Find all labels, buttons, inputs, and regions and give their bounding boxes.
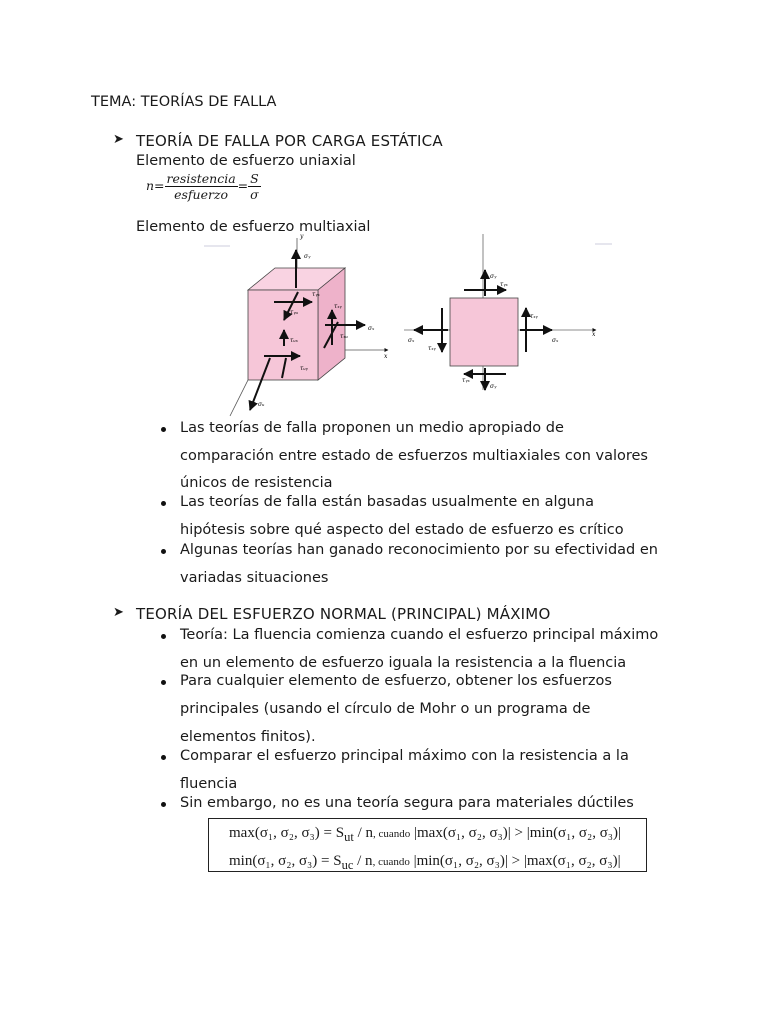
label-cube-t2: τᵧᵤ — [290, 309, 298, 316]
eq2-cond: |min(σ₁, σ₂, σ₃)| > |max(σ₁, σ₂, σ₃)| — [413, 853, 621, 869]
label-sq-bot: σᵧ — [490, 383, 497, 390]
formula-num2: S — [250, 171, 259, 186]
eq1-func: max(σ₁, σ₂, σ₃) = S — [229, 825, 345, 841]
label-sq-txy: τₓᵧ — [530, 313, 538, 320]
label-cube-t3: τₓᵧ — [334, 303, 342, 310]
eq2-cuando: , cuando — [372, 856, 410, 868]
plane-stress-element — [404, 234, 596, 390]
equation-max — [229, 821, 646, 849]
stress-cube — [230, 233, 388, 416]
label-cube-t4: τₓᵤ — [340, 333, 348, 340]
eq2-func: min(σ₁, σ₂, σ₃) = S — [229, 853, 342, 869]
formula-den1: esfuerzo — [174, 187, 229, 202]
label-cube-bottom: σᵤ — [258, 401, 265, 408]
eq1-sub: ut — [344, 830, 354, 844]
eq1-tail: / n — [353, 825, 373, 841]
label-sq-left: σₓ — [408, 337, 415, 344]
label-cube-t5: τᵤₓ — [290, 337, 298, 344]
equation-box — [208, 818, 647, 872]
stress-element-figure — [200, 230, 620, 420]
label-axis-y: y — [300, 233, 304, 240]
eq2-tail: / n — [353, 853, 373, 869]
formula-den2: σ — [250, 187, 259, 202]
uniaxial-label: Elemento de esfuerzo uniaxial — [136, 153, 356, 169]
label-axis-x-2d: x — [592, 331, 596, 338]
s1-b2-l2: hipótesis sobre qué aspecto del estado de esfuerzo es crítico — [180, 522, 624, 538]
arrow-bullet-icon: ➤ — [113, 605, 124, 620]
label-cube-top: σᵧ — [304, 253, 311, 260]
s1-b1-l2: comparación entre estado de esfuerzos multiaxiales con valores — [180, 448, 648, 464]
bullet-icon — [161, 634, 166, 639]
s2-b4-l1: Sin embargo, no es una teoría segura para materiales dúctiles — [180, 795, 634, 811]
formula-lhs: n= — [146, 178, 165, 193]
label-sq-txy2: τₓᵧ — [428, 345, 436, 352]
page-title: TEMA: TEORÍAS DE FALLA — [91, 94, 277, 110]
multiaxial-label: Elemento de esfuerzo multiaxial — [136, 219, 371, 235]
formula-num1: resistencia — [166, 171, 236, 186]
formula-eq: = — [237, 178, 249, 193]
s2-b3-l2: fluencia — [180, 776, 238, 792]
s2-b2-l3: elementos finitos). — [180, 729, 316, 745]
label-cube-right: σₓ — [368, 325, 375, 332]
label-sq-right: σₓ — [552, 337, 559, 344]
label-sq-tyx: τᵧₓ — [500, 281, 508, 288]
s2-b1-l2: en un elemento de esfuerzo iguala la resistencia a la fluencia — [180, 655, 627, 671]
bullet-icon — [161, 501, 166, 506]
s1-b1-l1: Las teorías de falla proponen un medio apropiado de — [180, 420, 564, 436]
eq1-cuando: , cuando — [372, 828, 411, 840]
label-axis-x: x — [384, 353, 388, 360]
bullet-icon — [161, 549, 166, 554]
label-cube-t1: τᵧₓ — [312, 291, 320, 298]
s1-b1-l3: únicos de resistencia — [180, 475, 333, 491]
section1-heading: TEORÍA DE FALLA POR CARGA ESTÁTICA — [136, 132, 443, 150]
s2-b1-l1: Teoría: La fluencia comienza cuando el esfuerzo principal máximo — [180, 627, 659, 643]
label-sq-bot-t: τᵧₓ — [462, 377, 470, 384]
section2-heading: TEORÍA DEL ESFUERZO NORMAL (PRINCIPAL) MÁXIMO — [136, 605, 551, 623]
bullet-icon — [161, 755, 166, 760]
arrow-bullet-icon: ➤ — [113, 132, 124, 147]
safety-factor-formula — [146, 171, 261, 202]
s2-b2-l1: Para cualquier elemento de esfuerzo, obtener los esfuerzos — [180, 673, 612, 689]
eq2-sub: uc — [341, 858, 354, 872]
s1-b2-l1: Las teorías de falla están basadas usualmente en alguna — [180, 494, 594, 510]
axis-z-line — [230, 380, 248, 416]
bullet-icon — [161, 427, 166, 432]
plane-square — [450, 298, 518, 366]
label-sq-top: σᵧ — [490, 273, 497, 280]
equation-min — [229, 849, 646, 877]
label-cube-t6: τᵤᵧ — [300, 365, 308, 372]
s2-b3-l1: Comparar el esfuerzo principal máximo con la resistencia a la — [180, 748, 629, 764]
s1-b3-l1: Algunas teorías han ganado reconocimiento por su efectividad en — [180, 542, 658, 558]
eq1-cond: |max(σ₁, σ₂, σ₃)| > |min(σ₁, σ₂, σ₃)| — [414, 825, 622, 841]
bullet-icon — [161, 680, 166, 685]
bullet-icon — [161, 802, 166, 807]
s2-b2-l2: principales (usando el círculo de Mohr o un programa de — [180, 701, 591, 717]
s1-b3-l2: variadas situaciones — [180, 570, 329, 586]
